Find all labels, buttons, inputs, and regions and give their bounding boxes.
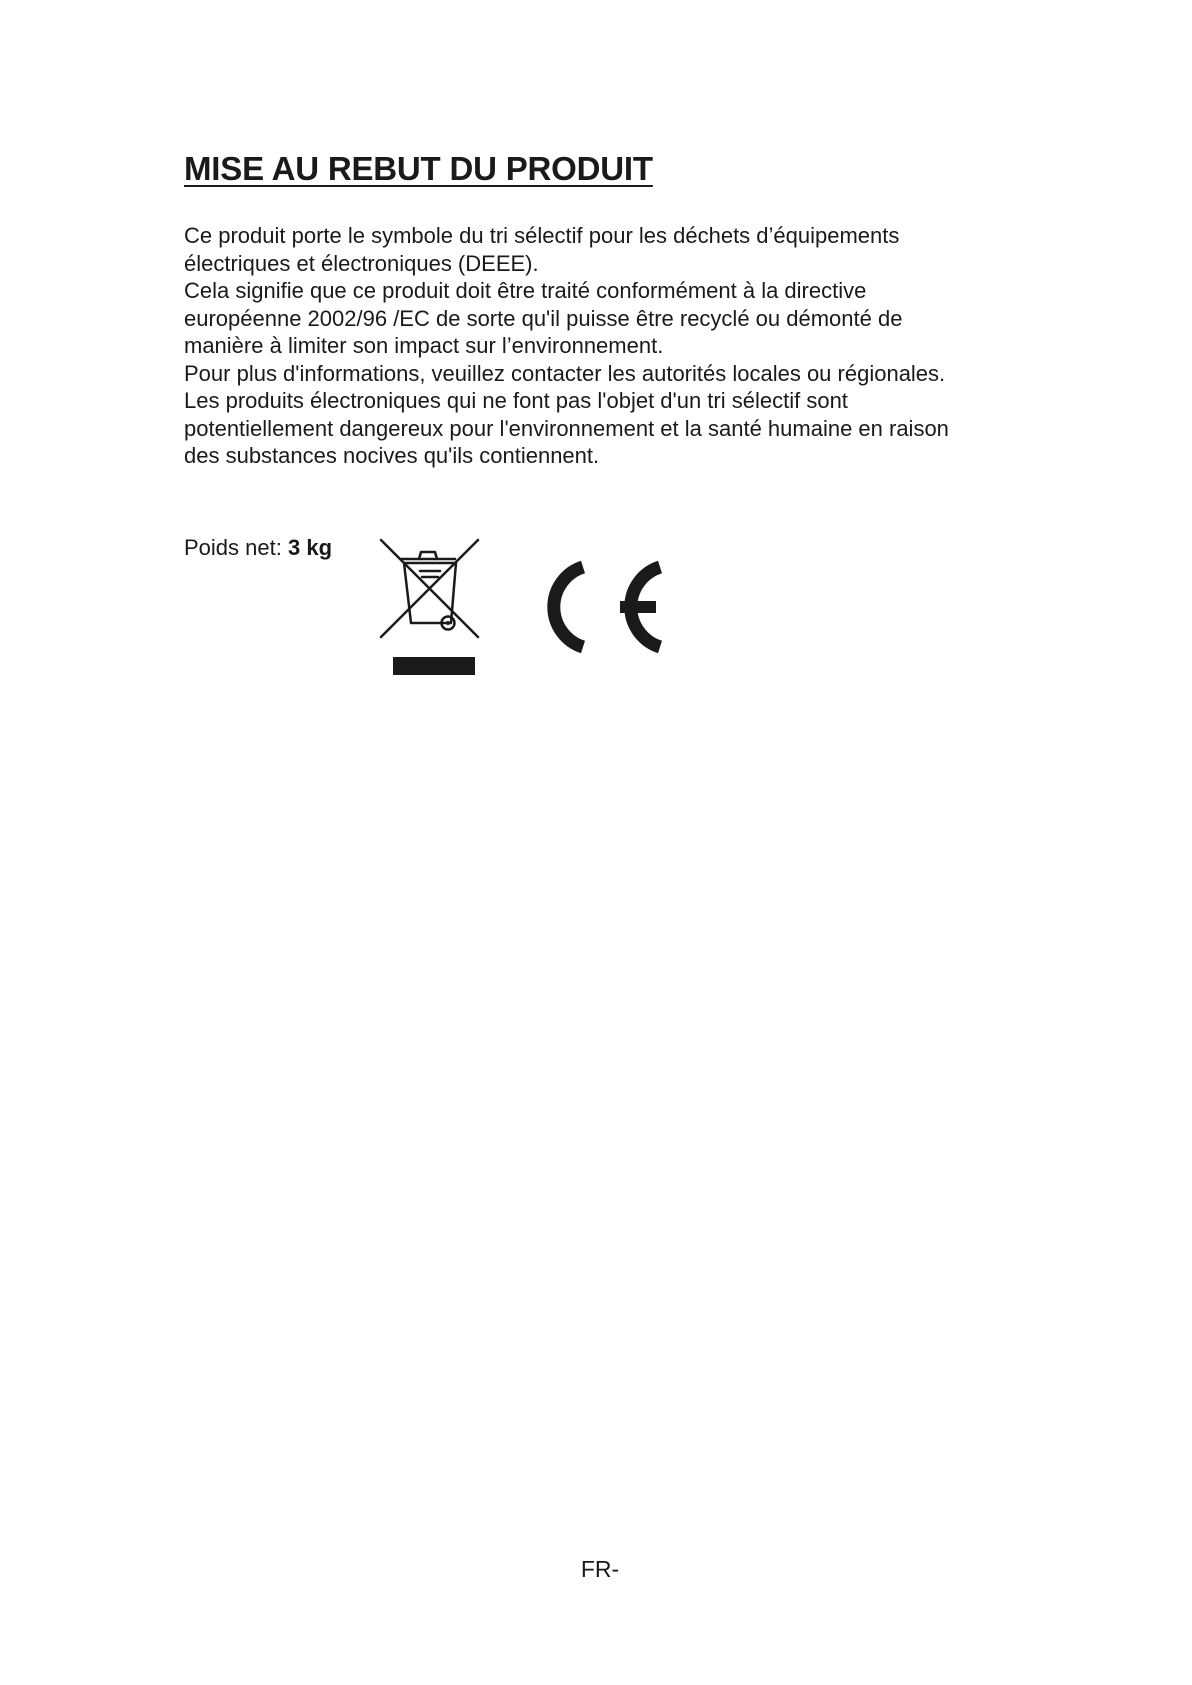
net-weight-unit: kg [306, 535, 333, 560]
paragraph-line: électriques et électroniques (DEEE). [184, 250, 539, 276]
page-title: MISE AU REBUT DU PRODUIT [184, 150, 653, 187]
paragraph-line: européenne 2002/96 /EC de sorte qu'il puisse être recyclé ou démonté de [184, 305, 903, 331]
paragraph-line: manière à limiter son impact sur l’environnement. [184, 333, 664, 358]
net-weight-label: Poids net: [184, 535, 282, 560]
crossed-out-wheeled-bin-icon [378, 537, 480, 675]
paragraph-line: Les produits électroniques qui ne font pas l'objet d'un tri sélectif sont [184, 388, 848, 413]
net-weight [184, 535, 332, 561]
paragraph-line: Pour plus d'informations, veuillez contacter les autorités locales ou régionales. [184, 360, 946, 386]
disposal-paragraph [184, 222, 1084, 470]
net-weight-value: 3 [287, 535, 301, 560]
ce-mark-icon [530, 557, 670, 657]
paragraph-line: des substances nocives qu'ils contiennent. [184, 443, 600, 468]
paragraph-line: Cela signifie que ce produit doit être traité conformément à la directive [184, 278, 867, 303]
paragraph-line: Ce produit porte le symbole du tri sélectif pour les déchets d’équipements [184, 223, 900, 248]
paragraph-line: potentiellement dangereux pour l'environnement et la santé humaine en raison [184, 415, 949, 441]
page-number: FR- [580, 1556, 620, 1582]
